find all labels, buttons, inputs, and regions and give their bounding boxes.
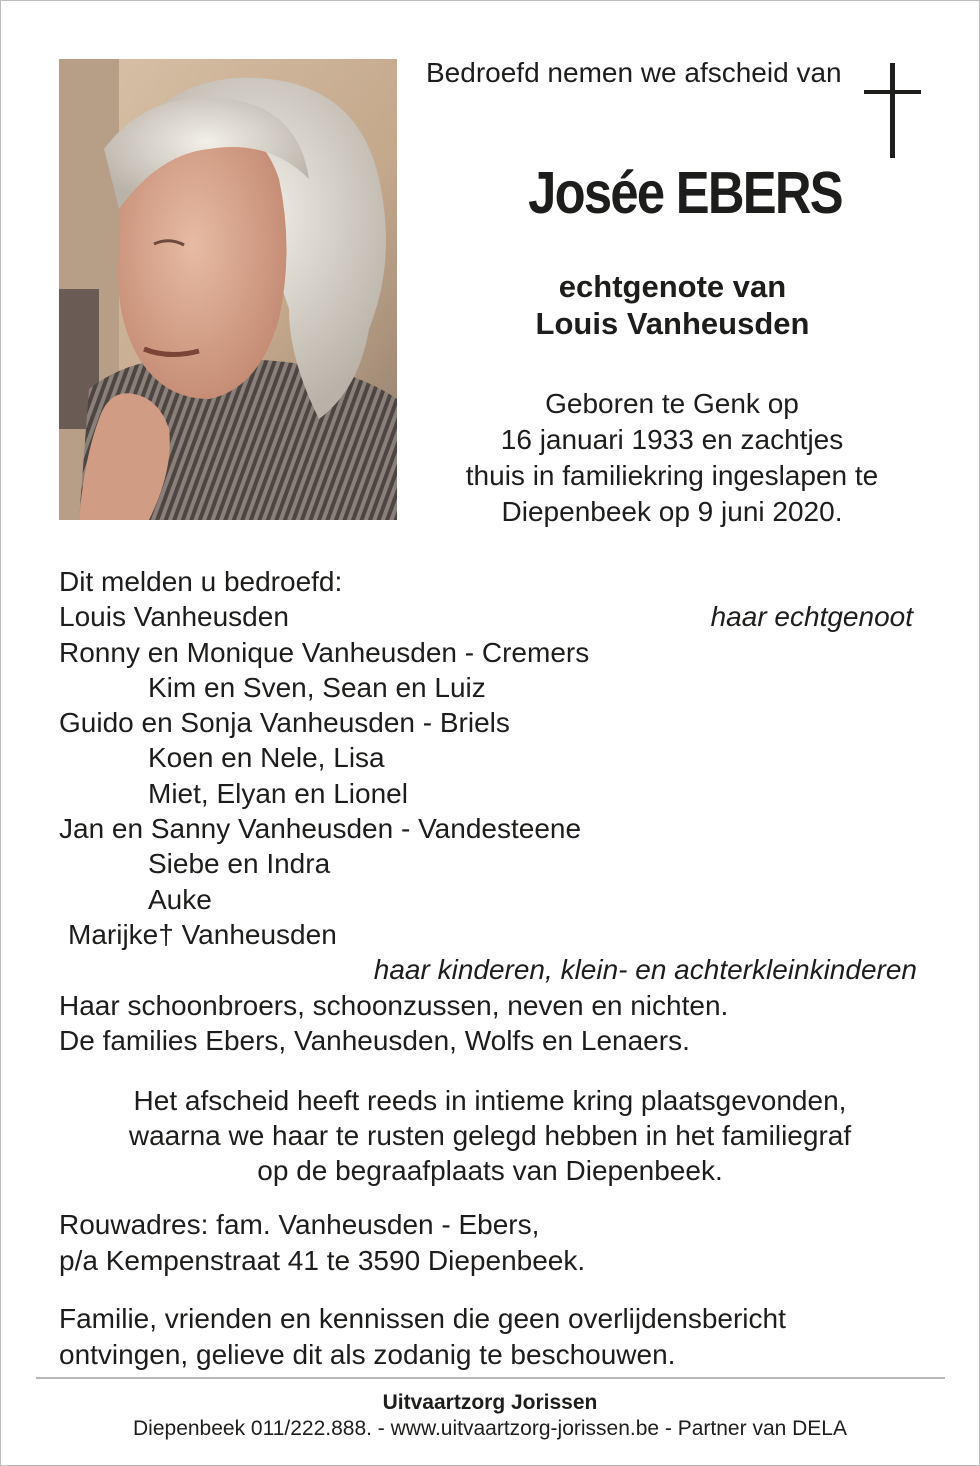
family-child-2: Guido en Sonja Vanheusden - Briels (59, 707, 510, 739)
family-families: De families Ebers, Vanheusden, Wolfs en Lenaers. (59, 1024, 690, 1056)
birth-line-3: thuis in familiekring ingeslapen te (465, 460, 879, 491)
family-grandchildren-1: Kim en Sven, Sean en Luiz (148, 671, 486, 703)
farewell-line-2: waarna we haar te rusten gelegd hebben in het familiegraf (128, 1120, 852, 1151)
spouse-relation: echtgenote van (558, 269, 787, 304)
spouse-name: Louis Vanheusden (535, 306, 810, 341)
farewell-line-3: op de begraafplaats van Diepenbeek. (257, 1155, 723, 1186)
intro-text: Bedroefd nemen we afscheid van (426, 57, 842, 88)
funeral-company-name: Uitvaartzorg Jorissen (382, 1391, 598, 1414)
family-spouse-role: haar echtgenoot (710, 601, 913, 633)
family-heading: Dit melden u bedroefd: (59, 566, 343, 597)
address-line-2: p/a Kempenstraat 41 te 3590 Diepenbeek. (59, 1245, 586, 1276)
family-grandchildren-3a: Siebe en Indra (148, 848, 331, 880)
funeral-company-info: Diepenbeek 011/222.888. - www.uitvaartzorg-jorissen.be - Partner van DELA (133, 1417, 847, 1440)
spouse-block (440, 268, 905, 342)
birth-line-1: Geboren te Genk op (545, 388, 799, 419)
family-grandchildren-2b: Miet, Elyan en Lionel (148, 777, 408, 809)
mourning-address (59, 1207, 919, 1279)
birth-death-block (432, 386, 912, 530)
family-child-3: Jan en Sanny Vanheusden - Vandesteene (59, 813, 582, 845)
family-child-1: Ronny en Monique Vanheusden - Cremers (59, 636, 590, 668)
portrait-photo (59, 59, 397, 520)
birth-line-2: 16 januari 1933 en zachtjes (500, 424, 844, 455)
family-grandchildren-3b: Auke (148, 883, 212, 915)
notice-line-2: ontvingen, gelieve dit als zodanig te beschouwen. (59, 1339, 676, 1370)
birth-line-4: Diepenbeek op 9 juni 2020. (501, 496, 843, 527)
footer-divider (36, 1377, 945, 1379)
family-spouse-name: Louis Vanheusden (59, 601, 289, 633)
farewell-block (40, 1083, 940, 1188)
family-in-laws: Haar schoonbroers, schoonzussen, neven en nichten. (59, 989, 729, 1021)
family-children-role: haar kinderen, klein- en achterkleinkinderen (373, 954, 917, 986)
family-spouse-row (59, 599, 929, 634)
family-child-4: Marijke† Vanheusden (68, 918, 337, 950)
farewell-line-1: Het afscheid heeft reeds in intieme kring plaatsgevonden, (133, 1085, 847, 1116)
address-line-1: Rouwadres: fam. Vanheusden - Ebers, (59, 1209, 540, 1240)
cross-icon (864, 63, 922, 159)
notice-line-1: Familie, vrienden en kennissen die geen overlijdensbericht (59, 1303, 786, 1334)
notice-block (59, 1301, 939, 1373)
family-grandchildren-2a: Koen en Nele, Lisa (148, 742, 385, 774)
family-list (59, 564, 929, 1058)
deceased-name: Josée EBERS (528, 160, 842, 226)
